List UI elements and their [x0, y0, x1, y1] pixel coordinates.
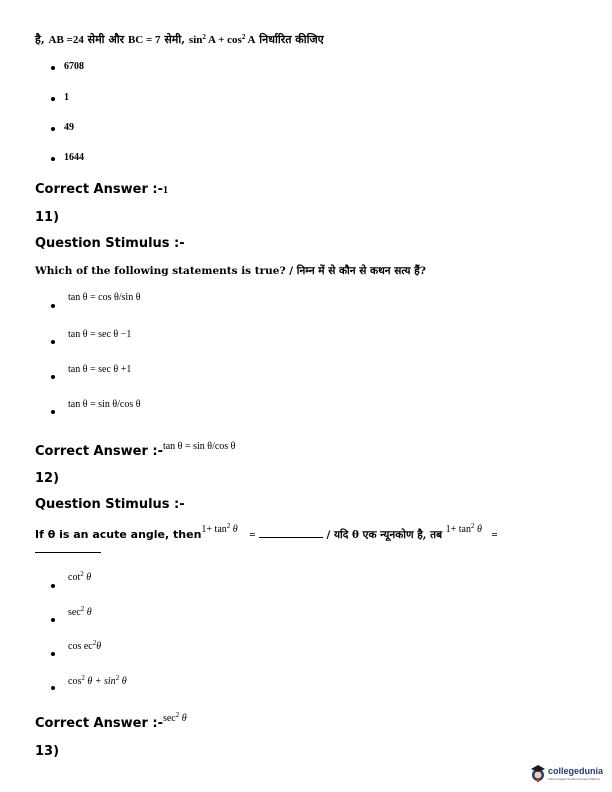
q12-stem — [35, 522, 498, 541]
q12-expr-2-sup: 2 — [470, 522, 475, 530]
q10-bullet-3 — [51, 127, 55, 131]
q12-expr-1-theta: θ — [232, 524, 238, 535]
q12-stimulus-label: Question Stimulus :- — [35, 497, 185, 512]
q11-stimulus-label: Question Stimulus :- — [35, 236, 185, 251]
q11-bullet-2 — [51, 340, 55, 344]
q10-option-2[interactable]: 1 — [64, 92, 69, 103]
q10-option-4[interactable]: 1644 — [64, 152, 84, 163]
q11-bullet-1 — [51, 304, 55, 308]
q10-expr-plus: A + cos — [208, 34, 242, 46]
q12-correct-tail: θ — [179, 713, 187, 724]
q12-option-3-tail: θ — [96, 641, 102, 652]
q12-bullet-2 — [51, 618, 55, 622]
q11-correct-answer — [35, 434, 236, 459]
logo-tagline: India's largest Student Review Platform — [548, 777, 601, 781]
q12-option-3[interactable] — [68, 639, 101, 652]
q10-stem-semi2: सेमी, — [164, 33, 186, 46]
q12-correct-label: Correct Answer :- — [35, 716, 163, 731]
q12-option-3-base: cos ec — [68, 641, 93, 652]
q12-bullet-3 — [51, 652, 55, 656]
q12-option-1-sup: 2 — [80, 570, 84, 578]
q10-stem-ab: AB =24 — [48, 34, 84, 46]
q10-correct-answer — [35, 178, 168, 197]
q12-expr-1-base: 1+ tan — [201, 524, 227, 535]
q11-stem: Which of the following statements is true? / निम्न में से कौन से कथन सत्य हैं? — [35, 265, 426, 277]
q12-option-4-sup2: 2 — [115, 674, 120, 682]
q12-blank-1 — [259, 537, 323, 538]
q11-number: 11) — [35, 210, 60, 225]
q10-correct-value: 1 — [162, 185, 168, 196]
q10-expr-sin: sin — [188, 34, 203, 46]
graduate-mascot-icon — [530, 765, 546, 783]
q10-correct-label: Correct Answer :- — [35, 182, 163, 197]
q12-option-4-base: cos — [68, 676, 82, 687]
q10-stem-semi1: सेमी और — [87, 33, 125, 46]
q11-correct-value: tan θ = sin θ/cos θ — [162, 441, 236, 452]
q10-expr-end: A — [247, 34, 256, 46]
q12-equals-2: = — [491, 529, 498, 541]
q12-correct-sup: 2 — [175, 711, 180, 719]
q12-option-4[interactable] — [68, 674, 127, 687]
q10-option-3[interactable]: 49 — [64, 122, 74, 133]
q12-option-4-tail2: θ — [119, 676, 127, 687]
q10-stem-suffix: निर्धारित कीजिए — [259, 33, 324, 46]
q10-stem — [35, 32, 324, 47]
q12-option-1-tail: θ — [83, 572, 92, 583]
q12-stem-hi: / यदि θ एक न्यूनकोण है, तब — [326, 529, 443, 541]
q12-blank-2 — [35, 548, 101, 553]
q12-stem-expr-1 — [201, 524, 237, 535]
q12-bullet-4 — [51, 686, 55, 690]
q10-bullet-1 — [51, 66, 55, 70]
q10-bullet-2 — [51, 97, 55, 101]
logo-brand: collegedunia — [548, 766, 604, 776]
q12-option-2[interactable] — [68, 605, 92, 618]
q10-expr-sup-b: 2 — [241, 33, 246, 41]
q12-option-2-base: sec — [68, 607, 81, 618]
q12-expr-2-base: 1+ tan — [445, 524, 471, 535]
q11-bullet-3 — [51, 375, 55, 379]
q10-stem-expr — [189, 34, 256, 46]
q11-option-1[interactable]: tan θ = cos θ/sin θ — [68, 292, 141, 303]
q10-option-1[interactable]: 6708 — [64, 61, 84, 72]
q12-correct-answer — [35, 706, 187, 731]
q13-number: 13) — [35, 744, 60, 759]
q12-expr-1-sup: 2 — [226, 522, 231, 530]
q12-option-4-tail: θ + sin — [84, 676, 116, 687]
q10-expr-sup-a: 2 — [202, 33, 206, 41]
q11-correct-label: Correct Answer :- — [35, 444, 163, 459]
q12-bullet-1 — [51, 584, 55, 588]
q12-correct-base: sec — [162, 713, 176, 724]
q12-stem-expr-2 — [446, 524, 482, 535]
collegedunia-logo — [530, 764, 610, 786]
q11-option-4[interactable]: tan θ = sin θ/cos θ — [68, 399, 141, 410]
q10-bullet-4 — [51, 157, 55, 161]
q12-stem-en: If θ is an acute angle, then — [35, 528, 202, 541]
q12-equals-1: = — [249, 529, 256, 541]
q12-option-3-sup: 2 — [92, 639, 97, 647]
q11-option-2[interactable]: tan θ = sec θ −1 — [68, 329, 132, 340]
q12-number: 12) — [35, 471, 60, 486]
q12-expr-2-theta: θ — [476, 524, 482, 535]
q12-option-2-tail: θ — [84, 607, 92, 618]
q11-option-3[interactable]: tan θ = sec θ +1 — [68, 364, 132, 375]
q12-correct-value — [163, 713, 187, 724]
q12-option-1-base: cot — [68, 572, 81, 583]
q12-option-4-sup: 2 — [81, 674, 85, 682]
q10-stem-bc: BC = 7 — [127, 34, 161, 46]
q12-option-1[interactable] — [68, 570, 91, 583]
q12-option-2-sup: 2 — [80, 605, 85, 613]
q10-stem-prefix: है, — [35, 33, 45, 46]
q11-bullet-4 — [51, 410, 55, 414]
